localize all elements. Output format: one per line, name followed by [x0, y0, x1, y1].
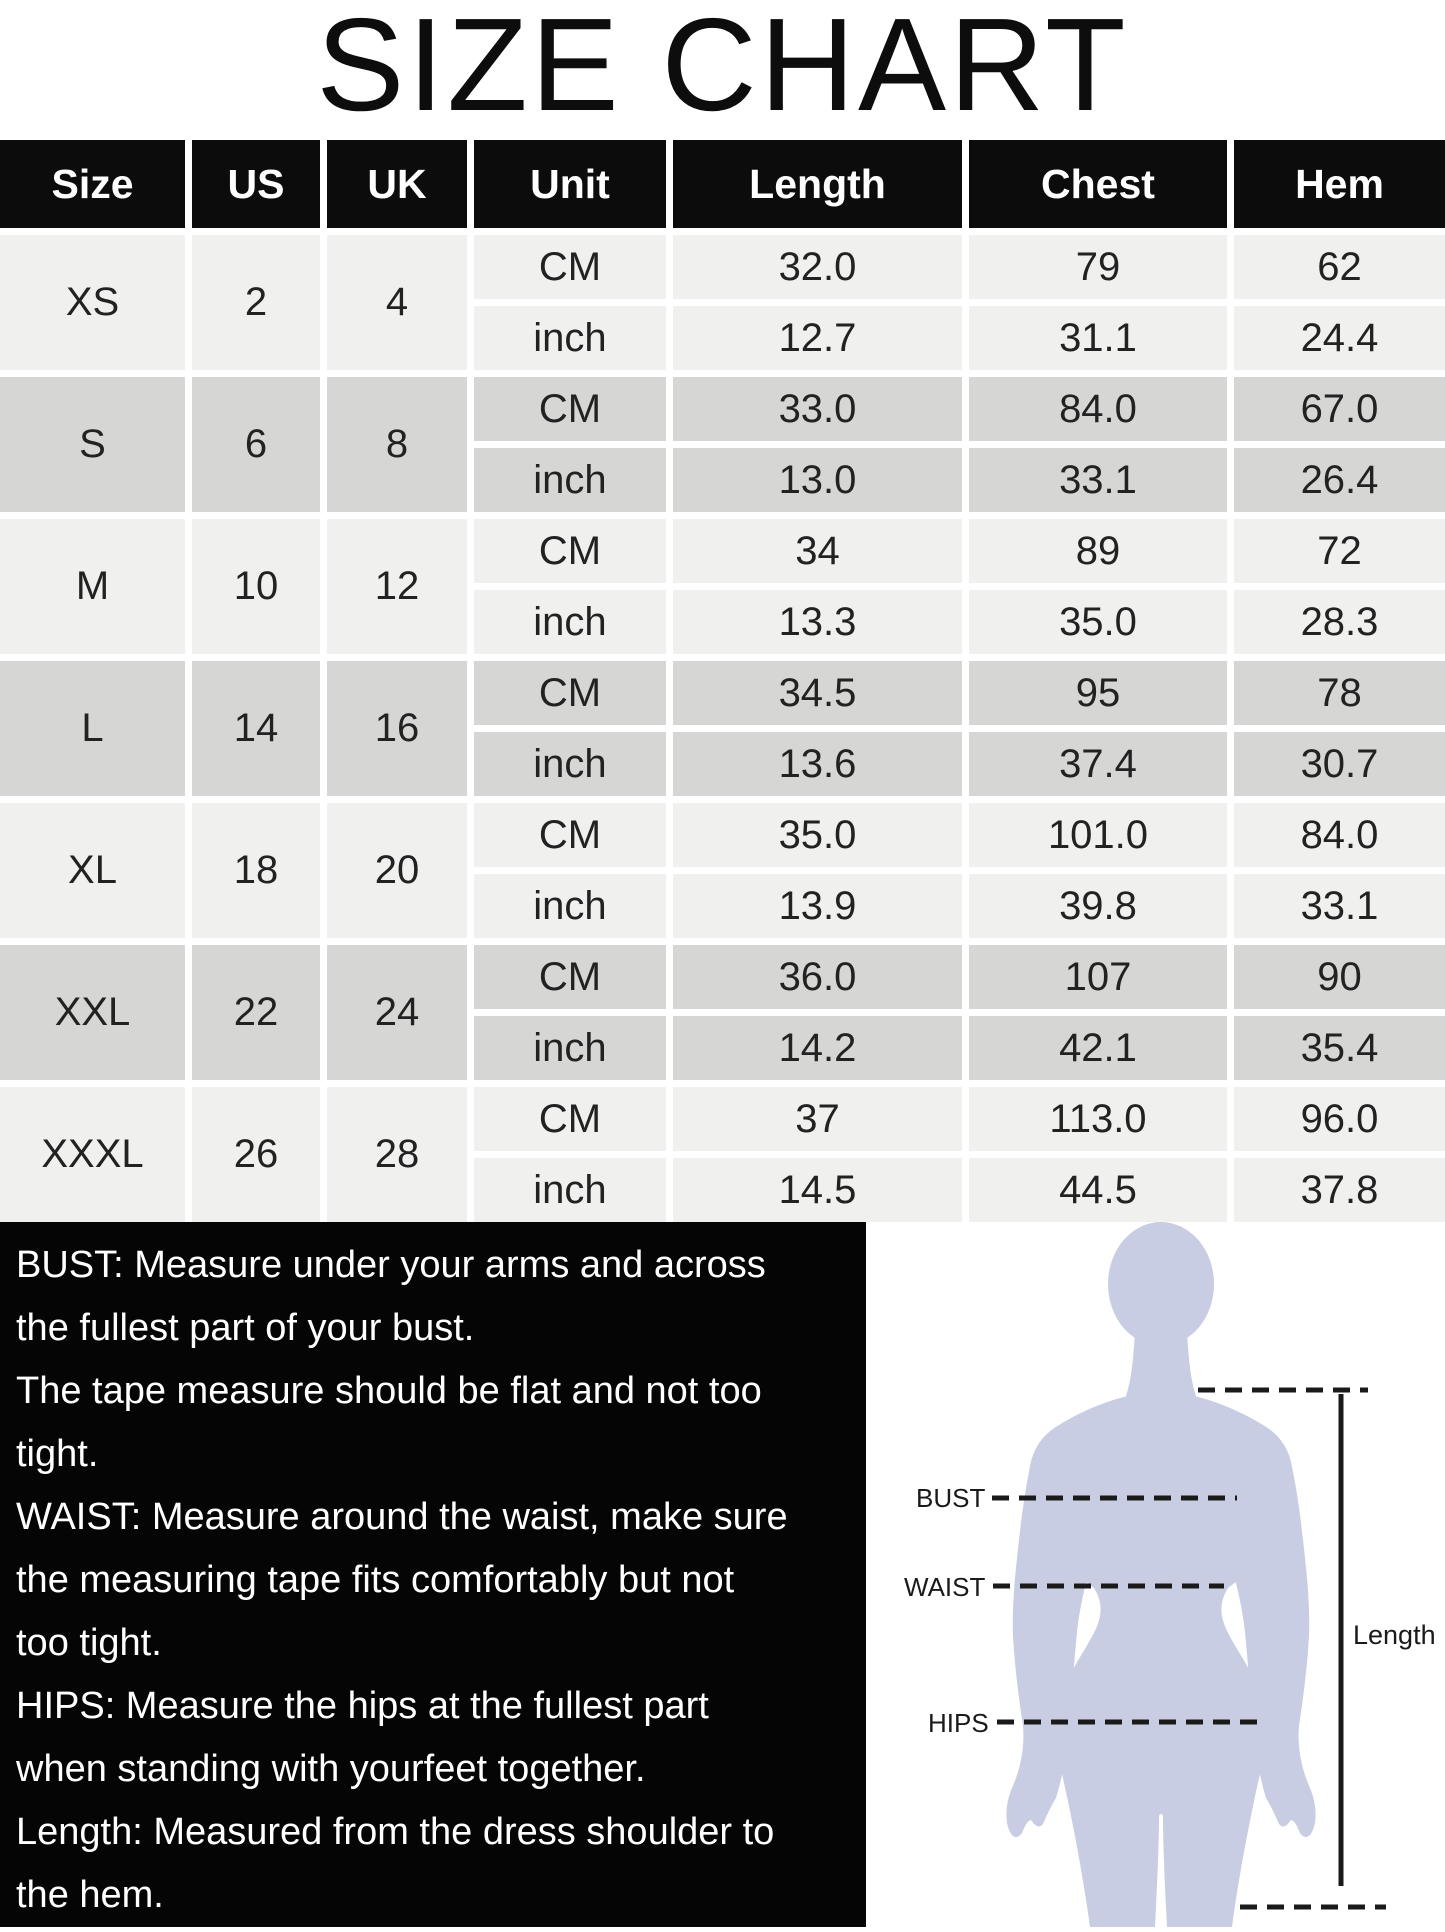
- size-cell: S: [0, 377, 185, 512]
- unit-cm-cell: CM: [474, 945, 666, 1009]
- column-header-length: Length: [673, 140, 962, 228]
- length-cm-cell: 34.5: [673, 661, 962, 725]
- instruction-line: Length: Measured from the dress shoulder to: [16, 1811, 775, 1853]
- chest-inch-cell: 37.4: [969, 732, 1227, 796]
- us-cell: 2: [192, 235, 320, 370]
- hem-inch-cell: 26.4: [1234, 448, 1445, 512]
- measurement-diagram: [866, 1222, 1445, 1927]
- size-cell: M: [0, 519, 185, 654]
- chest-inch-cell: 42.1: [969, 1016, 1227, 1080]
- column-header-chest: Chest: [969, 140, 1227, 228]
- instruction-line: WAIST: Measure around the waist, make sure: [16, 1496, 788, 1538]
- unit-cm-cell: CM: [474, 519, 666, 583]
- uk-cell: 8: [327, 377, 467, 512]
- chest-inch-cell: 33.1: [969, 448, 1227, 512]
- hem-inch-cell: 33.1: [1234, 874, 1445, 938]
- size-chart-table: [0, 140, 1445, 1222]
- length-inch-cell: 13.3: [673, 590, 962, 654]
- chest-inch-cell: 35.0: [969, 590, 1227, 654]
- bust-label: BUST: [916, 1483, 986, 1513]
- unit-inch-cell: inch: [474, 590, 666, 654]
- bottom-section: [0, 1222, 1445, 1927]
- page-title: SIZE CHART: [316, 0, 1129, 138]
- column-header-uk: UK: [327, 140, 467, 228]
- unit-inch-cell: inch: [474, 732, 666, 796]
- size-cell: L: [0, 661, 185, 796]
- hem-cm-cell: 84.0: [1234, 803, 1445, 867]
- unit-inch-cell: inch: [474, 874, 666, 938]
- hem-cm-cell: 67.0: [1234, 377, 1445, 441]
- chest-inch-cell: 39.8: [969, 874, 1227, 938]
- length-inch-cell: 13.6: [673, 732, 962, 796]
- chest-inch-cell: 44.5: [969, 1158, 1227, 1222]
- us-cell: 6: [192, 377, 320, 512]
- size-cell: XXL: [0, 945, 185, 1080]
- instruction-line: tight.: [16, 1433, 99, 1475]
- hem-inch-cell: 24.4: [1234, 306, 1445, 370]
- length-inch-cell: 14.2: [673, 1016, 962, 1080]
- chest-cm-cell: 107: [969, 945, 1227, 1009]
- uk-cell: 20: [327, 803, 467, 938]
- hem-cm-cell: 62: [1234, 235, 1445, 299]
- us-cell: 22: [192, 945, 320, 1080]
- body-silhouette-figure: [866, 1222, 1445, 1927]
- instruction-line: The tape measure should be flat and not too: [16, 1370, 762, 1412]
- us-cell: 26: [192, 1087, 320, 1222]
- unit-inch-cell: inch: [474, 1158, 666, 1222]
- waist-label: WAIST: [904, 1572, 986, 1602]
- uk-cell: 16: [327, 661, 467, 796]
- uk-cell: 28: [327, 1087, 467, 1222]
- us-cell: 18: [192, 803, 320, 938]
- measuring-instructions-panel: [0, 1222, 866, 1927]
- length-cm-cell: 32.0: [673, 235, 962, 299]
- instruction-line: the hem.: [16, 1874, 164, 1916]
- instruction-line: the measuring tape fits comfortably but not: [16, 1559, 735, 1601]
- column-header-unit: Unit: [474, 140, 666, 228]
- unit-cm-cell: CM: [474, 1087, 666, 1151]
- chest-cm-cell: 113.0: [969, 1087, 1227, 1151]
- chest-cm-cell: 95: [969, 661, 1227, 725]
- instruction-line: when standing with yourfeet together.: [16, 1748, 646, 1790]
- hem-cm-cell: 78: [1234, 661, 1445, 725]
- unit-cm-cell: CM: [474, 377, 666, 441]
- us-cell: 14: [192, 661, 320, 796]
- size-cell: XXXL: [0, 1087, 185, 1222]
- chest-cm-cell: 79: [969, 235, 1227, 299]
- length-cm-cell: 35.0: [673, 803, 962, 867]
- length-inch-cell: 12.7: [673, 306, 962, 370]
- hips-label: HIPS: [928, 1708, 989, 1738]
- chest-inch-cell: 31.1: [969, 306, 1227, 370]
- length-cm-cell: 34: [673, 519, 962, 583]
- hem-cm-cell: 72: [1234, 519, 1445, 583]
- size-cell: XS: [0, 235, 185, 370]
- hem-inch-cell: 37.8: [1234, 1158, 1445, 1222]
- size-cell: XL: [0, 803, 185, 938]
- instruction-line: the fullest part of your bust.: [16, 1307, 475, 1349]
- chest-cm-cell: 84.0: [969, 377, 1227, 441]
- silhouette-shape: [1006, 1222, 1315, 1927]
- length-inch-cell: 13.0: [673, 448, 962, 512]
- chest-cm-cell: 89: [969, 519, 1227, 583]
- hem-inch-cell: 28.3: [1234, 590, 1445, 654]
- unit-cm-cell: CM: [474, 235, 666, 299]
- uk-cell: 24: [327, 945, 467, 1080]
- uk-cell: 12: [327, 519, 467, 654]
- us-cell: 10: [192, 519, 320, 654]
- length-inch-cell: 14.5: [673, 1158, 962, 1222]
- hem-inch-cell: 30.7: [1234, 732, 1445, 796]
- column-header-hem: Hem: [1234, 140, 1445, 228]
- length-label: Length: [1353, 1620, 1436, 1650]
- hem-inch-cell: 35.4: [1234, 1016, 1445, 1080]
- column-header-us: US: [192, 140, 320, 228]
- length-inch-cell: 13.9: [673, 874, 962, 938]
- instruction-line: too tight.: [16, 1622, 162, 1664]
- instruction-line: HIPS: Measure the hips at the fullest part: [16, 1685, 709, 1727]
- unit-inch-cell: inch: [474, 448, 666, 512]
- chest-cm-cell: 101.0: [969, 803, 1227, 867]
- unit-inch-cell: inch: [474, 306, 666, 370]
- length-cm-cell: 33.0: [673, 377, 962, 441]
- unit-inch-cell: inch: [474, 1016, 666, 1080]
- length-cm-cell: 37: [673, 1087, 962, 1151]
- unit-cm-cell: CM: [474, 661, 666, 725]
- hem-cm-cell: 96.0: [1234, 1087, 1445, 1151]
- uk-cell: 4: [327, 235, 467, 370]
- column-header-size: Size: [0, 140, 185, 228]
- length-cm-cell: 36.0: [673, 945, 962, 1009]
- instruction-line: BUST: Measure under your arms and across: [16, 1244, 766, 1286]
- unit-cm-cell: CM: [474, 803, 666, 867]
- hem-cm-cell: 90: [1234, 945, 1445, 1009]
